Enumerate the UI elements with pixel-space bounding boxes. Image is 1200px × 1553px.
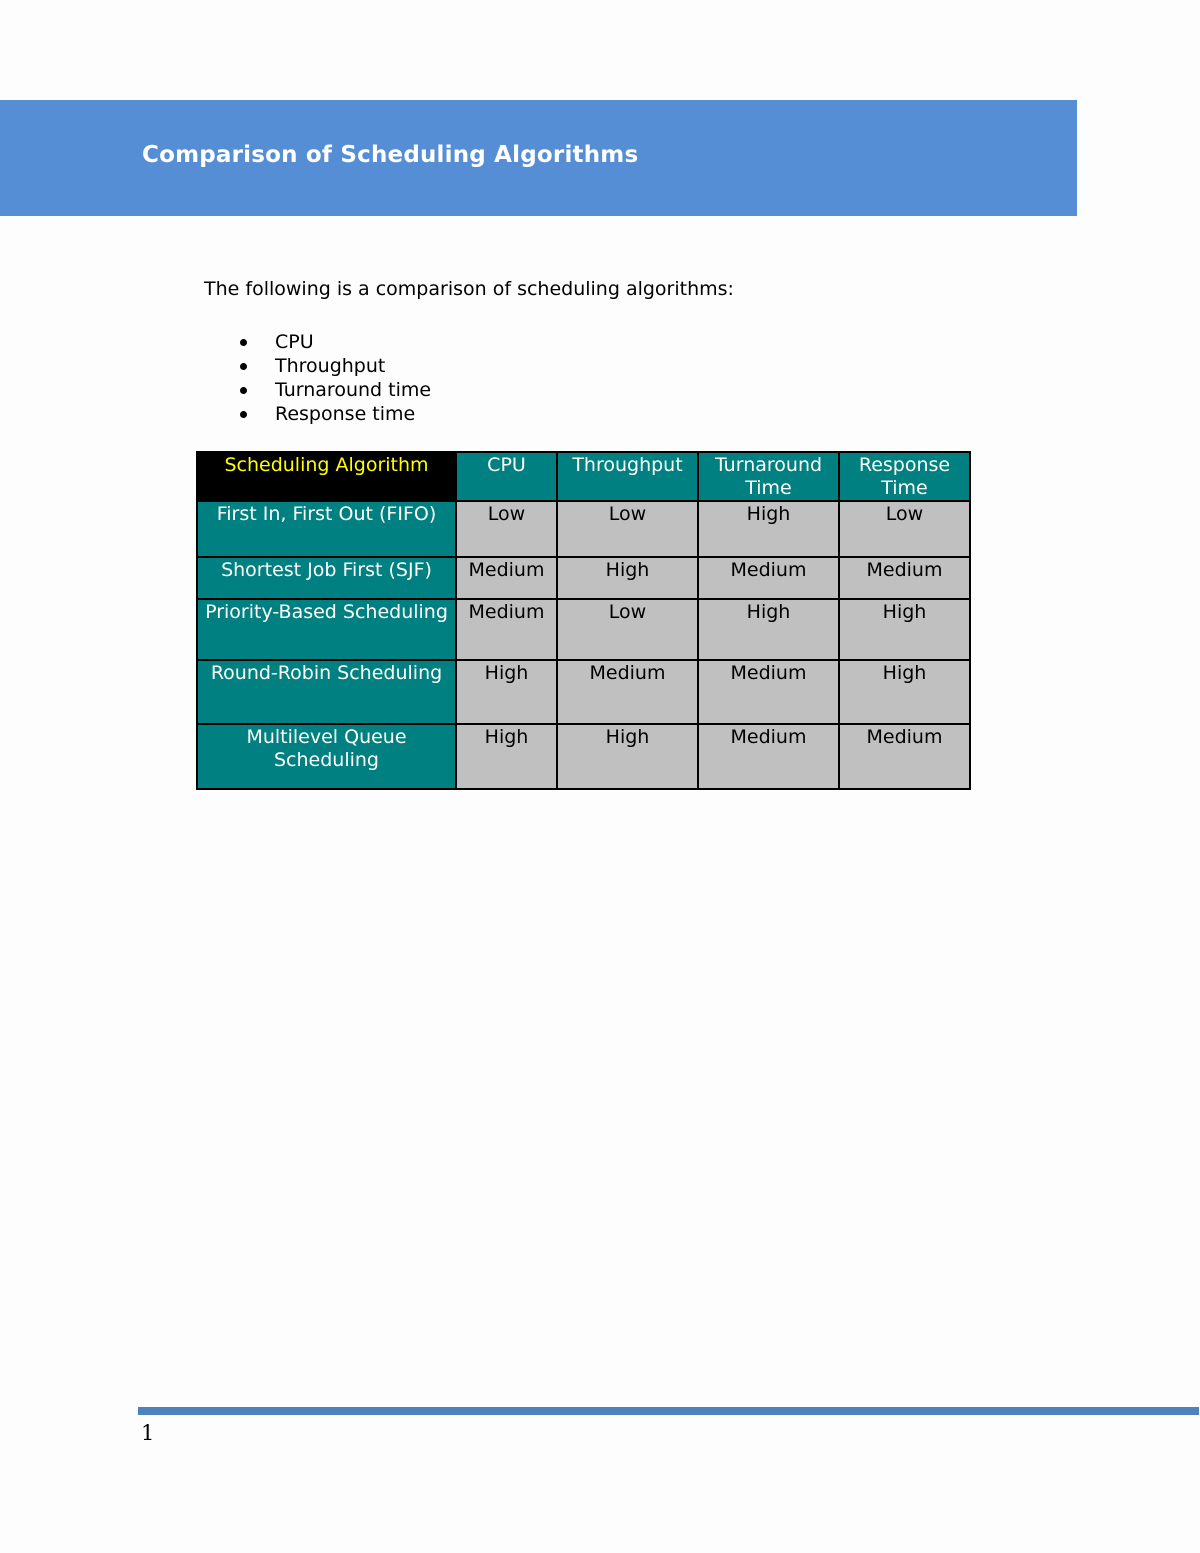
turnaround-cell: Medium bbox=[698, 557, 839, 599]
cpu-cell: Medium bbox=[456, 557, 557, 599]
algorithm-cell: Round-Robin Scheduling bbox=[197, 660, 456, 724]
algorithm-cell: First In, First Out (FIFO) bbox=[197, 501, 456, 557]
header-turnaround-time: Turnaround Time bbox=[698, 452, 839, 501]
comparison-table-frame bbox=[196, 451, 969, 788]
footer-rule bbox=[138, 1407, 1199, 1415]
table-header-row bbox=[197, 452, 970, 501]
turnaround-cell: Medium bbox=[698, 660, 839, 724]
algorithm-cell: Shortest Job First (SJF) bbox=[197, 557, 456, 599]
header-scheduling-algorithm: Scheduling Algorithm bbox=[197, 452, 456, 501]
table-row bbox=[197, 660, 970, 724]
bullet-item-throughput bbox=[240, 354, 431, 378]
throughput-cell: Low bbox=[557, 501, 698, 557]
cpu-cell: Low bbox=[456, 501, 557, 557]
header-response-time: Response Time bbox=[839, 452, 970, 501]
response-cell: Medium bbox=[839, 557, 970, 599]
bullet-dot-icon bbox=[240, 387, 247, 394]
bullet-dot-icon bbox=[240, 411, 247, 418]
bullet-list bbox=[240, 330, 431, 426]
throughput-cell: High bbox=[557, 557, 698, 599]
algorithm-cell: Multilevel Queue Scheduling bbox=[197, 724, 456, 789]
turnaround-cell: Medium bbox=[698, 724, 839, 789]
table-row bbox=[197, 724, 970, 789]
throughput-cell: Low bbox=[557, 599, 698, 660]
comparison-table bbox=[196, 451, 971, 790]
throughput-cell: Medium bbox=[557, 660, 698, 724]
table-row bbox=[197, 599, 970, 660]
bullet-dot-icon bbox=[240, 339, 247, 346]
bullet-label: Throughput bbox=[275, 355, 386, 377]
header-throughput: Throughput bbox=[557, 452, 698, 501]
response-cell: High bbox=[839, 599, 970, 660]
turnaround-cell: High bbox=[698, 599, 839, 660]
bullet-label: Turnaround time bbox=[275, 379, 432, 401]
response-cell: High bbox=[839, 660, 970, 724]
cpu-cell: High bbox=[456, 724, 557, 789]
bullet-item-turnaround bbox=[240, 378, 431, 402]
cpu-cell: Medium bbox=[456, 599, 557, 660]
page-number: 1 bbox=[141, 1421, 155, 1445]
throughput-cell: High bbox=[557, 724, 698, 789]
table-row bbox=[197, 557, 970, 599]
cpu-cell: High bbox=[456, 660, 557, 724]
turnaround-cell: High bbox=[698, 501, 839, 557]
page-title: Comparison of Scheduling Algorithms bbox=[142, 142, 639, 168]
response-cell: Medium bbox=[839, 724, 970, 789]
table-row bbox=[197, 501, 970, 557]
bullet-item-cpu bbox=[240, 330, 431, 354]
bullet-label: CPU bbox=[275, 331, 314, 353]
bullet-item-response bbox=[240, 402, 431, 426]
response-cell: Low bbox=[839, 501, 970, 557]
bullet-label: Response time bbox=[275, 403, 416, 425]
bullet-dot-icon bbox=[240, 363, 247, 370]
algorithm-cell: Priority-Based Scheduling bbox=[197, 599, 456, 660]
header-cpu: CPU bbox=[456, 452, 557, 501]
intro-text: The following is a comparison of scheduling algorithms: bbox=[204, 278, 734, 300]
